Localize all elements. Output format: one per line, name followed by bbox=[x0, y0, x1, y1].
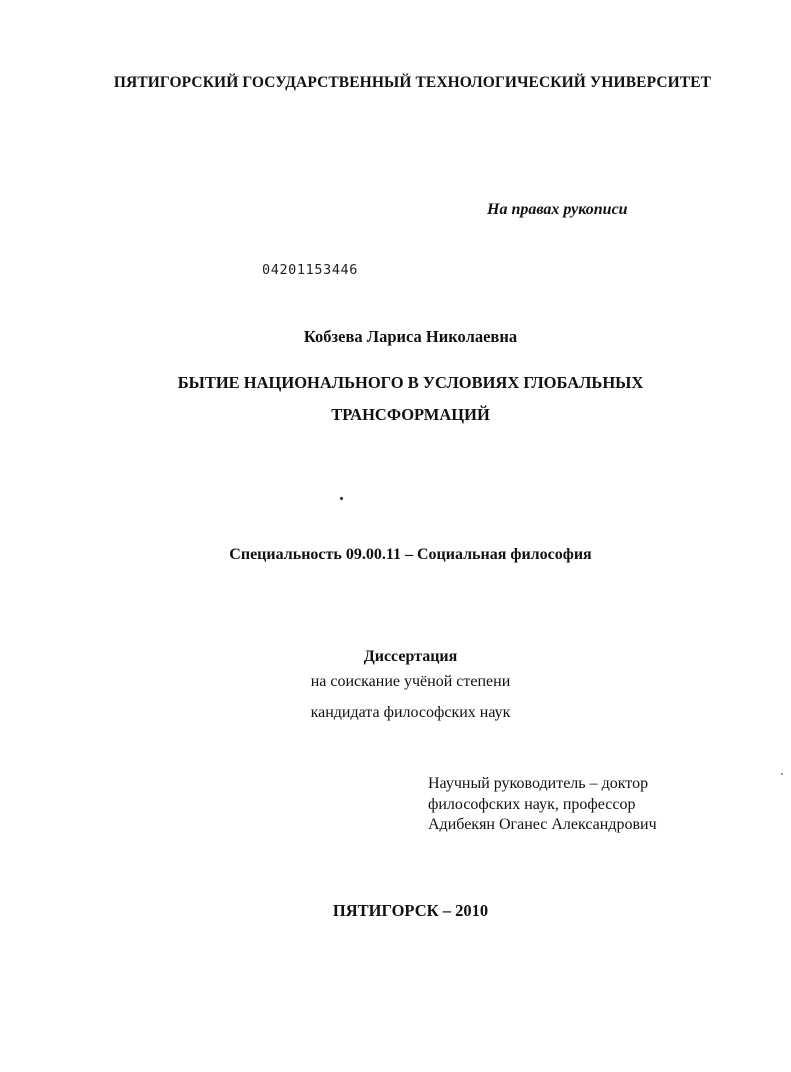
university-name: ПЯТИГОРСКИЙ ГОСУДАРСТВЕННЫЙ ТЕХНОЛОГИЧЕСКИЙ УНИВЕРСИТЕТ bbox=[113, 74, 712, 91]
author-name: Кобзева Лариса Николаевна bbox=[303, 327, 518, 346]
supervisor-line-3: Адибекян Оганес Александрович bbox=[428, 816, 657, 833]
registration-code: 04201153446 bbox=[262, 262, 359, 278]
supervisor-line-2: философских наук, профессор bbox=[428, 795, 636, 813]
city-year: ПЯТИГОРСК – 2010 bbox=[332, 901, 489, 920]
document-type-heading: Диссертация bbox=[363, 648, 458, 665]
manuscript-note: На правах рукописи bbox=[487, 201, 628, 218]
specialty: Специальность 09.00.11 – Социальная философия bbox=[229, 546, 592, 563]
thesis-title-line-1: БЫТИЕ НАЦИОНАЛЬНОГО В УСЛОВИЯХ ГЛОБАЛЬНЫХ bbox=[177, 373, 644, 392]
supervisor-line-1: Научный руководитель – доктор bbox=[428, 775, 649, 792]
thesis-title-line-2: ТРАНСФОРМАЦИЙ bbox=[331, 405, 490, 424]
supervisor-block bbox=[428, 774, 657, 836]
scan-speck bbox=[339, 496, 343, 500]
degree-line-2: кандидата философских наук bbox=[310, 704, 511, 721]
degree-line-1: на соискание учёной степени bbox=[310, 673, 511, 690]
scan-speck-right bbox=[781, 773, 783, 775]
